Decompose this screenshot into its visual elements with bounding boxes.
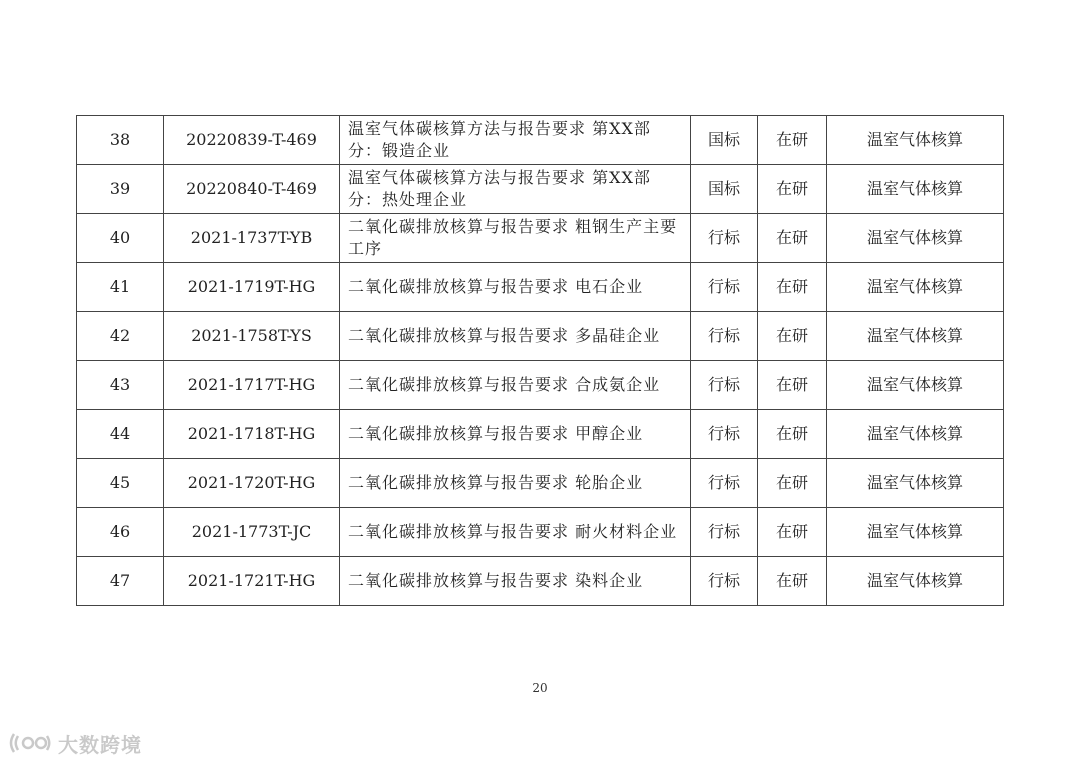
standard-category: 温室气体核算 (827, 508, 1004, 557)
watermark (8, 728, 142, 758)
row-number: 40 (77, 214, 164, 263)
standard-name: 二氧化碳排放核算与报告要求 染料企业 (340, 557, 691, 606)
standard-status: 在研 (758, 312, 827, 361)
table-row (77, 263, 1004, 312)
standard-category: 温室气体核算 (827, 361, 1004, 410)
row-number: 41 (77, 263, 164, 312)
row-number: 47 (77, 557, 164, 606)
row-number: 42 (77, 312, 164, 361)
standard-name: 二氧化碳排放核算与报告要求 耐火材料企业 (340, 508, 691, 557)
standard-status: 在研 (758, 557, 827, 606)
standard-category: 温室气体核算 (827, 116, 1004, 165)
row-number: 46 (77, 508, 164, 557)
standard-code: 2021-1720T-HG (164, 459, 340, 508)
watermark-text: 大数跨境 (58, 732, 142, 757)
standard-category: 温室气体核算 (827, 557, 1004, 606)
logo-icon (8, 730, 54, 756)
table-row (77, 214, 1004, 263)
row-number: 38 (77, 116, 164, 165)
table-row (77, 361, 1004, 410)
standard-type: 行标 (691, 361, 758, 410)
standard-name: 二氧化碳排放核算与报告要求 粗钢生产主要工序 (340, 214, 691, 263)
row-number: 43 (77, 361, 164, 410)
table-row (77, 312, 1004, 361)
standard-status: 在研 (758, 116, 827, 165)
standard-code: 2021-1737T-YB (164, 214, 340, 263)
standard-type: 行标 (691, 459, 758, 508)
standard-code: 2021-1718T-HG (164, 410, 340, 459)
standard-type: 行标 (691, 410, 758, 459)
standard-category: 温室气体核算 (827, 263, 1004, 312)
standard-code: 20220839-T-469 (164, 116, 340, 165)
row-number: 44 (77, 410, 164, 459)
standard-code: 2021-1773T-JC (164, 508, 340, 557)
page-number: 20 (532, 681, 548, 695)
standard-name: 二氧化碳排放核算与报告要求 甲醇企业 (340, 410, 691, 459)
standard-status: 在研 (758, 410, 827, 459)
standard-status: 在研 (758, 508, 827, 557)
row-number: 39 (77, 165, 164, 214)
standard-status: 在研 (758, 459, 827, 508)
standard-code: 2021-1717T-HG (164, 361, 340, 410)
standard-code: 2021-1758T-YS (164, 312, 340, 361)
table-row (77, 459, 1004, 508)
row-number: 45 (77, 459, 164, 508)
standard-type: 国标 (691, 165, 758, 214)
standard-type: 行标 (691, 508, 758, 557)
table-row (77, 557, 1004, 606)
standard-status: 在研 (758, 214, 827, 263)
standard-code: 2021-1721T-HG (164, 557, 340, 606)
standard-name: 二氧化碳排放核算与报告要求 电石企业 (340, 263, 691, 312)
standard-status: 在研 (758, 361, 827, 410)
standard-name: 二氧化碳排放核算与报告要求 轮胎企业 (340, 459, 691, 508)
standard-category: 温室气体核算 (827, 214, 1004, 263)
standard-category: 温室气体核算 (827, 165, 1004, 214)
standard-status: 在研 (758, 263, 827, 312)
standard-type: 行标 (691, 263, 758, 312)
table-row (77, 165, 1004, 214)
standard-type: 国标 (691, 116, 758, 165)
table-row (77, 410, 1004, 459)
standard-name: 温室气体碳核算方法与报告要求 第XX部分：锻造企业 (340, 116, 691, 165)
table-row (77, 508, 1004, 557)
standard-category: 温室气体核算 (827, 312, 1004, 361)
standard-name: 二氧化碳排放核算与报告要求 合成氨企业 (340, 361, 691, 410)
standards-table (76, 115, 1004, 606)
standard-name: 温室气体碳核算方法与报告要求 第XX部分：热处理企业 (340, 165, 691, 214)
standard-type: 行标 (691, 557, 758, 606)
standard-status: 在研 (758, 165, 827, 214)
standard-category: 温室气体核算 (827, 459, 1004, 508)
standard-type: 行标 (691, 214, 758, 263)
standard-code: 20220840-T-469 (164, 165, 340, 214)
standard-code: 2021-1719T-HG (164, 263, 340, 312)
standard-name: 二氧化碳排放核算与报告要求 多晶硅企业 (340, 312, 691, 361)
standards-table-body (77, 116, 1004, 606)
standard-category: 温室气体核算 (827, 410, 1004, 459)
standard-type: 行标 (691, 312, 758, 361)
table-row (77, 116, 1004, 165)
